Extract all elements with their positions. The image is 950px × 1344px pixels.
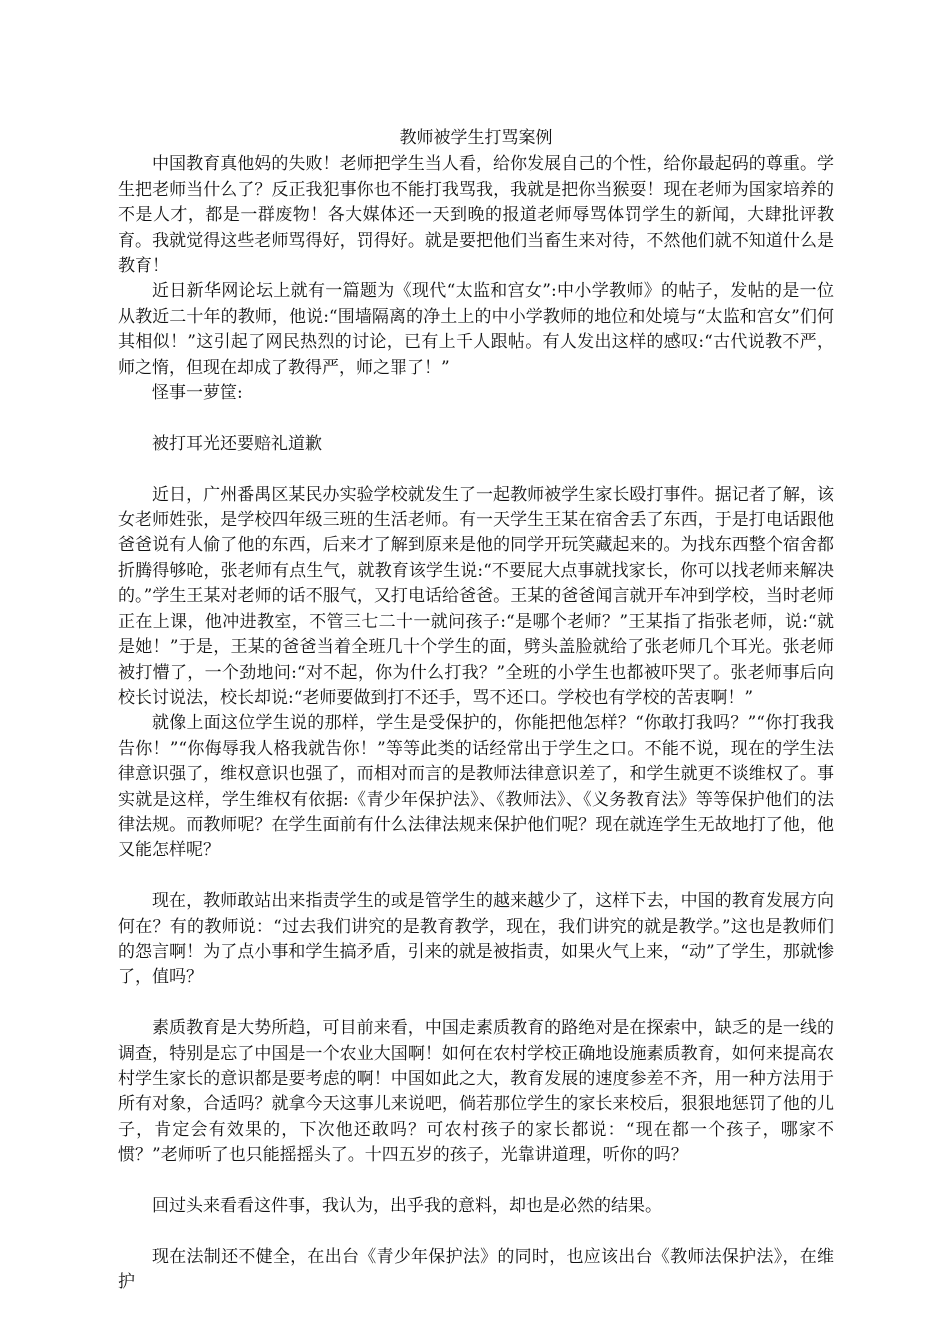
paragraph-strange-things: 怪事一萝筐:	[152, 383, 243, 404]
paragraph-quality-education: 素质教育是大势所趋，可目前来看，中国走素质教育的路绝对是在探索中，缺乏的是一线的调查，特别是忘了中国是一个农业大国啊！如何在农村学校正确地设施素质教育，如何来提高农村学生家长的意识都是要考虑的啊！中国如此之大，教育发展的速度参差不齐，用一种方法用于所有对象，合适吗？就拿今天这事儿来说吧，倘若那位学生的家长来校后，狠狠地惩罚了他的儿子，肯定会有效果的，下次他还敢吗？可农村孩子的家长都说：“现在都一个孩子，哪家不惯？”老师听了也只能摇摇头了。十四五岁的孩子，光靠讲道理，听你的吗？	[118, 1018, 834, 1166]
paragraph-student-rights: 就像上面这位学生说的那样，学生是受保护的，你能把他怎样？“你敢打我吗？”“你打我我告你！”“你侮辱我人格我就告你！”等等此类的话经常出于学生之口。不能不说，现在的学生法律意识强了，维权意识也强了，而相对而言的是教师法律意识差了，和学生就更不谈维权了。事实就是这样，学生维权有依据:《青少年保护法》、《教师法》、《义务教育法》等等保护他们的法律法规。而教师呢？在学生面前有什么法律法规来保护他们呢？现在就连学生无故地打了他，他又能怎样呢？	[118, 713, 834, 861]
document-page	[118, 126, 834, 1296]
blank-line	[118, 1169, 834, 1194]
blank-line	[118, 1219, 834, 1244]
blank-line	[118, 457, 834, 482]
paragraph-intro: 中国教育真他妈的失败！老师把学生当人看，给你发展自己的个性，给你最起码的尊重。学生把老师当什么了？反正我犯事你也不能打我骂我，我就是把你当猴耍！现在老师为国家培养的不是人才，都是一群废物！各大媒体还一天到晚的报道老师辱骂体罚学生的新闻，大肆批评教育。我就觉得这些老师骂得好，罚得好。就是要把他们当畜生来对待，不然他们就不知道什么是教育！	[118, 154, 834, 277]
paragraph-incident: 近日，广州番禺区某民办实验学校就发生了一起教师被学生家长殴打事件。据记者了解，该女老师姓张，是学校四年级三班的生活老师。有一天学生王某在宿舍丢了东西，于是打电话跟他爸爸说有人偷了他的东西，后来才了解到原来是他的同学开玩笑藏起来的。为找东西整个宿舍都折腾得够呛，张老师有点生气，就教育该学生说:“不要屁大点事就找家长，你可以找老师来解决的。”学生王某对老师的话不服气，又打电话给爸爸。王某的爸爸闻言就开车冲到学校，当时老师正在上课，他冲进教室，不管三七二十一就问孩子:“是哪个老师？”王某指了指张老师，说:“就是她！”于是，王某的爸爸当着全班几十个学生的面，劈头盖脸就给了张老师几个耳光。张老师被打懵了，一个劲地问:“对不起，你为什么打我？”全班的小学生也都被吓哭了。张老师事后向校长讨说法，校长却说:“老师要做到打不还手，骂不还口。学校也有学校的苦衷啊！”	[118, 484, 834, 708]
blank-line	[118, 406, 834, 431]
blank-line	[118, 991, 834, 1016]
section-heading: 被打耳光还要赔礼道歉	[152, 433, 322, 454]
blank-line	[118, 864, 834, 889]
paragraph-teacher-complaints: 现在，教师敢站出来指责学生的或是管学生的越来越少了，这样下去，中国的教育发展方向何在？有的教师说：“过去我们讲究的是教育教学，现在，我们讲究的就是教学。”这也是教师们的怨言啊！为了点小事和学生搞矛盾，引来的就是被指责，如果火气上来，“动”了学生，那就惨了，值吗？	[118, 891, 834, 988]
document-title: 教师被学生打骂案例	[399, 128, 553, 148]
paragraph-forum: 近日新华网论坛上就有一篇题为《现代“太监和宫女”:中小学教师》的帖子，发帖的是一位从教近二十年的教师，他说:“围墙隔离的净土上的中小学教师的地位和处境与“太监和宫女”们何其相似！”这引起了网民热烈的讨论，已有上千人跟帖。有人发出这样的感叹:“古代说教不严，师之惰，但现在却成了教得严，师之罪了！”	[118, 281, 834, 378]
paragraph-looking-back: 回过头来看看这件事，我认为，出乎我的意料，却也是必然的结果。	[152, 1195, 662, 1216]
paragraph-legal-system: 现在法制还不健全，在出台《青少年保护法》的同时，也应该出台《教师法保护法》，在维护	[118, 1246, 834, 1293]
